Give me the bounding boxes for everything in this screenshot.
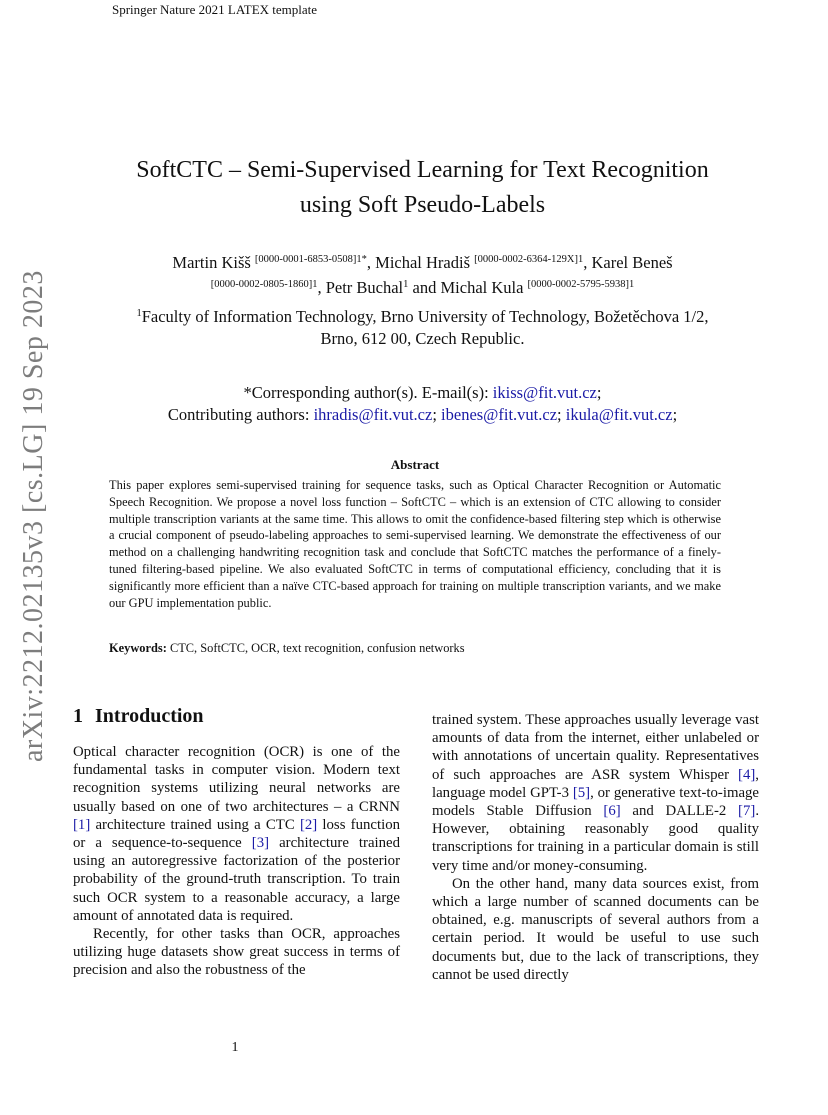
- arxiv-identifier[interactable]: arXiv:2212.02135v3 [cs.LG] 19 Sep 2023: [18, 270, 49, 762]
- citation-link[interactable]: [1]: [73, 816, 91, 833]
- author-name: Karel Beneš: [591, 253, 673, 272]
- orcid-sup: [0000-0002-6364-129X]1: [474, 254, 584, 265]
- author-name: Martin Kišš: [172, 253, 251, 272]
- author-list: Martin Kišš $^{[0000-0001-6853-0508]1*}$, Michal Hradiš $^{[0000-0002-6364-129X]1}$, Karel Beneš $^{[0000-0002-0805-1860]1}$, Petr Buchal$^1$ and Michal Kula $^{[0000-0002-5795-5938]1}$: [172, 253, 673, 297]
- paper-title: [80, 153, 765, 223]
- affil-sup: 1: [403, 279, 409, 290]
- section-number: 1: [73, 705, 83, 727]
- orcid-sup: [0000-0001-6853-0508]1*: [254, 254, 367, 265]
- abstract-heading: Abstract: [390, 457, 440, 472]
- citation-link[interactable]: [6]: [603, 803, 621, 820]
- page-number: 1: [231, 1040, 239, 1055]
- corresponding-label: *Corresponding author(s). E-mail(s):: [243, 383, 489, 402]
- paragraph: On the other hand, many data sources exist, from which a large number of scanned documents can be obtained, e.g. manuscripts of several authors from a certain period. It would be useful to use such documents but, due to the lack of transcriptions, they cannot be used directly: [432, 875, 759, 983]
- template-header: Springer Nature 2021 LATEX template: [112, 2, 318, 17]
- citation-link[interactable]: [5]: [572, 784, 591, 801]
- text-run: trained system. These approaches usually leverage vast amounts of data from the internet, either unlabeled or with annotations of uncertain quality. Representatives of such approaches are ASR system Whisper: [432, 712, 759, 783]
- text-run: , language model GPT-3: [432, 766, 759, 801]
- paragraph: Recently, for other tasks than OCR, approaches utilizing huge datasets show great success in terms of precision and also the robustness of the: [73, 926, 400, 979]
- contributing-label: Contributing authors:: [167, 405, 310, 424]
- author-name: Petr Buchal: [325, 278, 404, 297]
- intro-right-column: [432, 711, 759, 984]
- author-name: Michal Hradiš: [375, 253, 471, 272]
- email-link[interactable]: ihradis@fit.vut.cz: [313, 405, 433, 424]
- correspondence: *Corresponding author(s). E-mail(s): ikiss@fit.vut.cz; Contributing authors: ihradis@fit.vut.cz; ibenes@fit.vut.cz; ikula@fit.vut.cz;: [167, 383, 678, 424]
- section-heading: [73, 705, 216, 728]
- title-line-2: using Soft Pseudo-Labels: [299, 192, 546, 218]
- email-link[interactable]: ikiss@fit.vut.cz: [492, 383, 597, 402]
- citation-link[interactable]: [7]: [738, 803, 756, 820]
- affiliation-line-2: Brno, 612 00, Czech Republic.: [320, 329, 525, 348]
- citation-link[interactable]: [4]: [738, 766, 756, 783]
- affiliation: [100, 303, 745, 350]
- author-name: Michal Kula: [440, 278, 524, 297]
- author-conjunction: and: [412, 278, 437, 297]
- abstract-body: This paper explores semi-supervised training for sequence tasks, such as Optical Character Recognition or Automatic Speech Recognition. We propose a novel loss function – SoftCTC – which is an extension of CTC allowing to consider multiple transcription variants at the same time. This allows to omit the confidence-based filtering step which is otherwise a crucial component of pseudo-labeling approaches to semi-supervised learning. We demonstrate the effectiveness of our method on a challenging handwriting recognition task and conclude that SoftCTC matches the performance of a finely-tuned filtering-based pipeline. We also evaluated SoftCTC in terms of computational efficiency, concluding that it is significantly more efficient than a naïve CTC-based approach for training on multiple transcription variants, and we make our GPU implementation public.: [109, 478, 721, 610]
- text-run: Optical character recognition (OCR) is one of the fundamental tasks in computer vision. Modern text recognition systems utilizing neural networks are usually based on one of two architectures – a CRNN: [73, 744, 400, 815]
- keywords-text: CTC, SoftCTC, OCR, text recognition, confusion networks: [169, 641, 465, 655]
- email-link[interactable]: ikula@fit.vut.cz: [565, 405, 673, 424]
- text-run: and DALLE-2: [620, 803, 739, 820]
- citation-link[interactable]: [2]: [299, 816, 318, 833]
- paragraph: [432, 711, 759, 875]
- affil-sup: 1: [136, 308, 142, 319]
- email-link[interactable]: ibenes@fit.vut.cz: [441, 405, 558, 424]
- orcid-sup: [0000-0002-5795-5938]1: [527, 279, 635, 290]
- citation-link[interactable]: [3]: [251, 835, 270, 852]
- keywords: [109, 641, 465, 656]
- text-run: . However, obtaining reasonably good quality transcriptions for training in a particular domain is still very time and/or money-consuming.: [432, 803, 760, 874]
- text-run: , or generative text-to-image models Stable Diffusion: [432, 784, 759, 820]
- section-title: Introduction: [95, 705, 204, 727]
- keywords-label: Keywords:: [109, 641, 167, 655]
- text-run: architecture trained using an autoregressive factorization of the posterior probability of the ground-truth transcription. To train such OCR system to a reasonable accuracy, a large amount of annotated data is required.: [73, 835, 400, 924]
- intro-left-column: [73, 743, 400, 980]
- title-line-1: SoftCTC – Semi-Supervised Learning for Text Recognition: [136, 157, 709, 183]
- text-run: loss function or a sequence-to-sequence: [73, 816, 400, 852]
- orcid-sup: [0000-0002-0805-1860]1: [210, 279, 318, 290]
- text-run: architecture trained using a CTC: [90, 816, 300, 833]
- affiliation-line-1: Faculty of Information Technology, Brno University of Technology, Božetěchova 1/2,: [141, 307, 709, 326]
- paragraph: [73, 743, 400, 925]
